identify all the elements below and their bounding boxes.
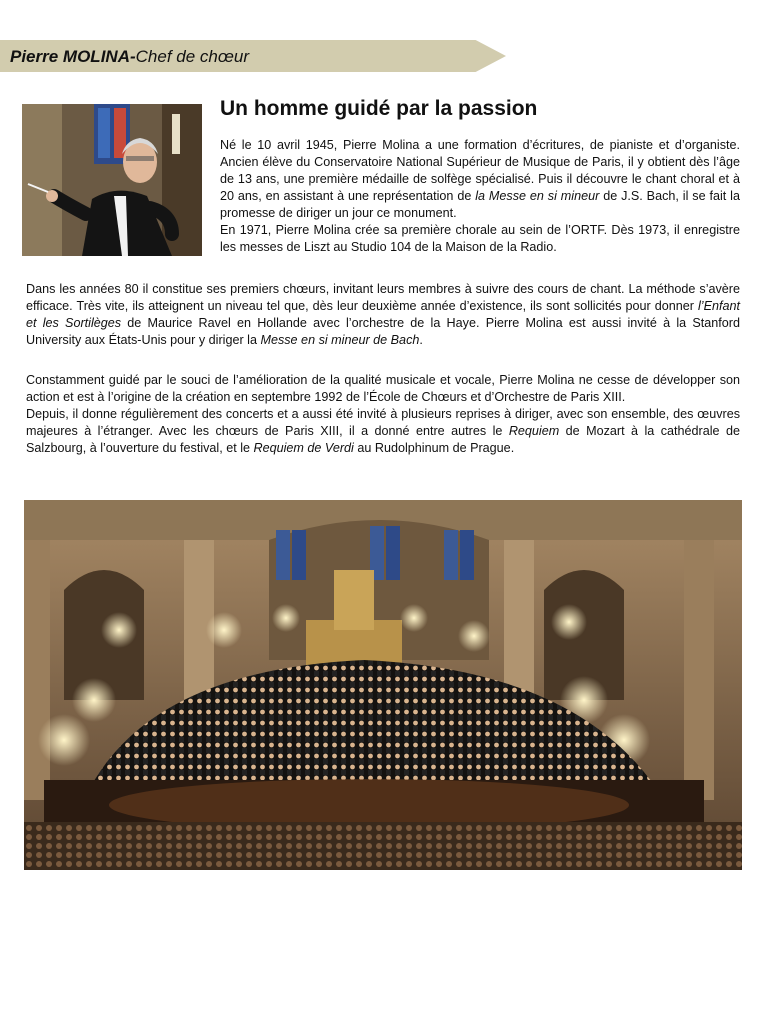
body2-paragraph-1: Constamment guidé par le souci de l’amélioration de la qualité musicale et vocale, Pierre Molina ne cesse de développer son action et est à l’origine de la création en septembre 1992 de l’École de Chœurs et d’Orchestre de Paris XIII. (26, 373, 740, 404)
concert-photo (24, 500, 742, 870)
body2-text-b: de Mozart à la cathédrale de Salzbourg, à l’ouverture du festival, et le (26, 424, 740, 455)
intro-paragraph-1 (220, 137, 740, 222)
intro-p1-work-title: la Messe en si mineur (475, 189, 600, 203)
body1-work-title-2: Messe en si mineur de Bach (260, 333, 420, 347)
body-section-1 (26, 281, 740, 349)
intro-p1-text-a: Né le 10 avril 1945, Pierre Molina a une formation d’écritures, de pianiste et d’organiste. Ancien élève du Conservatoire National Supérieur de Musique de Paris, il y obtient dès l’âge de 13 ans, une première médaille de solfège spécialisé. Puis il découvre le chant choral et à 20 ans, en assistant à une représentation de (220, 138, 740, 203)
body1-text-a: Dans les années 80 il constitue ses premiers chœurs, invitant leurs membres à suivre des cours de chant. La méthode s’avère efficace. Très vite, ils atteignent un niveau tel que, dès leur deuxième année d’existence, ils sont sollicités pour donner (26, 282, 740, 313)
body1-text-c: . (419, 333, 423, 347)
header-name: Pierre MOLINA- (10, 47, 136, 66)
body1-text-b: de Maurice Ravel en Hollande avec l’orchestre de la Haye. Pierre Molina est aussi invité à la Stanford University aux États-Unis pour y diriger la (26, 316, 740, 347)
body2-text-a: Depuis, il donne régulièrement des concerts et a aussi été invité à plusieurs reprises à diriger, avec son ensemble, des œuvres majeures à l’étranger. Avec les chœurs de Paris XIII, il a donné entre autres le (26, 407, 740, 438)
page-title: Un homme guidé par la passion (220, 97, 538, 120)
intro-p1-text-b: de J.S. Bach, il se fait la promesse de diriger un jour ce monument. (220, 189, 740, 220)
body1-paragraph (26, 281, 740, 349)
body2-paragraph-2 (26, 406, 740, 457)
header-title (10, 47, 249, 67)
header-role: Chef de chœur (135, 47, 250, 66)
body2-work-title-1: Requiem (508, 424, 560, 438)
body2-text-c: au Rudolphinum de Prague. (353, 441, 515, 455)
body1-work-title-1: l’Enfant et les Sortilèges (26, 299, 740, 330)
intro-text (220, 137, 740, 256)
body-section-2 (26, 372, 740, 457)
body2-work-title-2: Requiem de Verdi (253, 441, 354, 455)
conductor-portrait (22, 104, 202, 256)
intro-paragraph-2: En 1971, Pierre Molina crée sa première chorale au sein de l’ORTF. Dès 1973, il enregistre les messes de Liszt au Studio 104 de la Maison de la Radio. (220, 223, 740, 254)
